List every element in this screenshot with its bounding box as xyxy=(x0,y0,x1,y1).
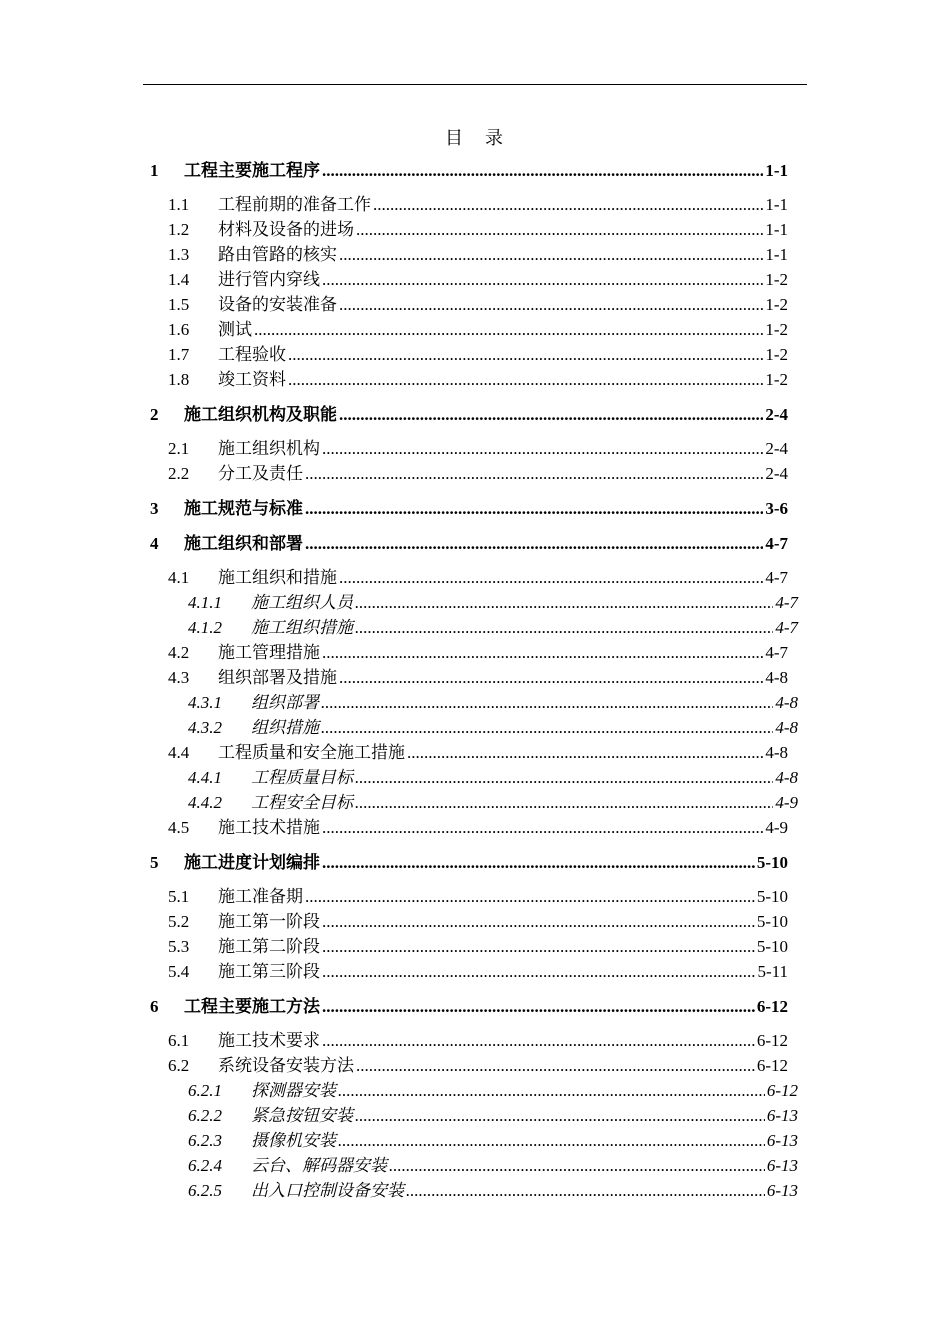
toc-entry[interactable] xyxy=(188,1155,798,1177)
toc-entry[interactable] xyxy=(150,160,788,182)
toc-dot-leader xyxy=(322,817,763,839)
toc-entry-page: 4-7 xyxy=(775,618,798,637)
toc-entry-page: 5-11 xyxy=(757,962,788,981)
toc-entry-number: 5.1 xyxy=(168,887,190,906)
toc-entry-number: 6.2 xyxy=(168,1056,190,1075)
toc-entry-page: 4-8 xyxy=(775,768,798,787)
toc-entry[interactable] xyxy=(150,498,788,520)
toc-entry-page: 4-7 xyxy=(775,593,798,612)
toc-entry-title: 施工组织机构 xyxy=(218,439,320,458)
toc-entry[interactable] xyxy=(188,617,798,639)
toc-entry-page: 6-12 xyxy=(756,997,788,1016)
toc-entry-page: 6-12 xyxy=(756,1031,788,1050)
toc-entry-number: 5.4 xyxy=(168,962,190,981)
toc-dot-leader xyxy=(355,767,773,789)
toc-entry-page: 4-8 xyxy=(765,668,788,687)
toc-dot-leader xyxy=(339,404,763,426)
toc-entry[interactable] xyxy=(168,344,788,366)
toc-entry[interactable] xyxy=(150,852,788,874)
toc-dot-leader xyxy=(355,592,773,614)
toc-entry-page: 6-13 xyxy=(766,1106,798,1125)
toc-entry-number: 6.1 xyxy=(168,1031,190,1050)
toc-entry[interactable] xyxy=(168,642,788,664)
toc-entry[interactable] xyxy=(150,533,788,555)
toc-dot-leader xyxy=(322,160,763,182)
toc-entry[interactable] xyxy=(168,667,788,689)
toc-entry-number: 4.1.1 xyxy=(188,593,222,612)
toc-title: 目 录 xyxy=(445,128,505,148)
toc-entry-number: 1.4 xyxy=(168,270,190,289)
toc-entry-number: 1.5 xyxy=(168,295,190,314)
toc-entry-page: 4-7 xyxy=(765,568,788,587)
toc-entry-page: 4-8 xyxy=(775,718,798,737)
toc-entry-number: 4.2 xyxy=(168,643,190,662)
toc-entry-page: 4-7 xyxy=(765,534,788,553)
toc-dot-leader xyxy=(305,533,763,555)
toc-entry-title: 探测器安装 xyxy=(251,1081,336,1100)
toc-entry-title: 组织措施 xyxy=(251,718,319,737)
toc-dot-leader xyxy=(339,667,763,689)
toc-entry-number: 4.3 xyxy=(168,668,190,687)
toc-entry-page: 1-1 xyxy=(765,220,788,239)
toc-entry[interactable] xyxy=(168,742,788,764)
toc-dot-leader xyxy=(305,498,763,520)
toc-entry-number: 6.2.2 xyxy=(188,1106,222,1125)
toc-entry-number: 2.1 xyxy=(168,439,190,458)
toc-entry-number: 1.6 xyxy=(168,320,190,339)
toc-dot-leader xyxy=(355,792,773,814)
toc-dot-leader xyxy=(373,194,763,216)
toc-entry[interactable] xyxy=(168,567,788,589)
toc-entry[interactable] xyxy=(168,911,788,933)
toc-dot-leader xyxy=(355,617,773,639)
toc-entry[interactable] xyxy=(188,692,798,714)
toc-entry-page: 4-9 xyxy=(775,793,798,812)
toc-dot-leader xyxy=(322,996,755,1018)
toc-entry-title: 工程质量目标 xyxy=(251,768,353,787)
toc-entry-number: 1.8 xyxy=(168,370,190,389)
toc-dot-leader xyxy=(322,911,755,933)
toc-entry-number: 1 xyxy=(150,161,159,180)
toc-dot-leader xyxy=(338,1080,765,1102)
toc-entry-number: 6 xyxy=(150,997,159,1016)
toc-entry[interactable] xyxy=(188,717,798,739)
toc-entry-number: 6.2.4 xyxy=(188,1156,222,1175)
toc-entry-number: 4.3.1 xyxy=(188,693,222,712)
toc-entry-title: 施工组织措施 xyxy=(251,618,353,637)
toc-dot-leader xyxy=(254,319,763,341)
toc-entry-number: 1.1 xyxy=(168,195,190,214)
toc-entry-number: 4.4.1 xyxy=(188,768,222,787)
toc-entry[interactable] xyxy=(188,592,798,614)
toc-entry-title: 施工第二阶段 xyxy=(218,937,320,956)
toc-entry-number: 6.2.5 xyxy=(188,1181,222,1200)
toc-dot-leader xyxy=(321,717,773,739)
toc-entry[interactable] xyxy=(188,1105,798,1127)
toc-entry-page: 5-10 xyxy=(756,912,788,931)
toc-entry-number: 1.3 xyxy=(168,245,190,264)
toc-dot-leader xyxy=(355,1105,765,1127)
toc-dot-leader xyxy=(322,438,763,460)
toc-entry-title: 组织部署 xyxy=(251,693,319,712)
toc-entry-number: 2 xyxy=(150,405,159,424)
toc-entry-title: 施工管理措施 xyxy=(218,643,320,662)
toc-entry-page: 1-2 xyxy=(765,270,788,289)
toc-entry-title: 施工组织机构及职能 xyxy=(184,405,337,424)
toc-entry-page: 2-4 xyxy=(765,464,788,483)
toc-entry-page: 1-1 xyxy=(765,245,788,264)
toc-entry[interactable] xyxy=(168,369,788,391)
toc-entry[interactable] xyxy=(150,996,788,1018)
toc-dot-leader xyxy=(322,961,755,983)
toc-entry-number: 4.4 xyxy=(168,743,190,762)
toc-entry-page: 4-7 xyxy=(765,643,788,662)
toc-entry[interactable] xyxy=(168,194,788,216)
toc-dot-leader xyxy=(305,463,763,485)
toc-dot-leader xyxy=(288,369,763,391)
toc-entry-number: 1.2 xyxy=(168,220,190,239)
toc-entry-title: 路由管路的核实 xyxy=(218,245,337,264)
toc-entry-title: 组织部署及措施 xyxy=(218,668,337,687)
toc-entry-title: 施工组织和部署 xyxy=(184,534,303,553)
toc-dot-leader xyxy=(322,269,763,291)
toc-entry[interactable] xyxy=(188,767,798,789)
toc-entry-page: 3-6 xyxy=(765,499,788,518)
toc-dot-leader xyxy=(406,1180,765,1202)
toc-entry-number: 4.1.2 xyxy=(188,618,222,637)
toc-entry-page: 6-12 xyxy=(766,1081,798,1100)
toc-dot-leader xyxy=(322,642,763,664)
toc-dot-leader xyxy=(338,1130,765,1152)
toc-entry-page: 1-1 xyxy=(765,161,788,180)
toc-entry-number: 4.5 xyxy=(168,818,190,837)
toc-entry[interactable] xyxy=(168,294,788,316)
toc-entry-page: 6-13 xyxy=(766,1131,798,1150)
toc-entry-title: 工程主要施工方法 xyxy=(184,997,320,1016)
toc-entry-page: 6-13 xyxy=(766,1156,798,1175)
toc-dot-leader xyxy=(339,567,763,589)
toc-entry-number: 4 xyxy=(150,534,159,553)
toc-dot-leader xyxy=(339,294,763,316)
toc-entry-title: 紧急按钮安装 xyxy=(251,1106,353,1125)
toc-entry-page: 4-8 xyxy=(765,743,788,762)
toc-entry-number: 3 xyxy=(150,499,159,518)
toc-entry-title: 竣工资料 xyxy=(218,370,286,389)
toc-dot-leader xyxy=(321,692,773,714)
toc-entry-title: 工程安全目标 xyxy=(251,793,353,812)
toc-dot-leader xyxy=(322,936,755,958)
toc-entry-title: 施工第一阶段 xyxy=(218,912,320,931)
toc-entry[interactable] xyxy=(168,269,788,291)
toc-entry-number: 5.3 xyxy=(168,937,190,956)
toc-entry-page: 2-4 xyxy=(765,439,788,458)
toc-entry-title: 施工准备期 xyxy=(218,887,303,906)
toc-entry-title: 摄像机安装 xyxy=(251,1131,336,1150)
toc-entry-page: 1-2 xyxy=(765,345,788,364)
toc-entry-number: 4.4.2 xyxy=(188,793,222,812)
toc-entry-number: 2.2 xyxy=(168,464,190,483)
toc-entry-title: 施工技术措施 xyxy=(218,818,320,837)
toc-entry[interactable] xyxy=(188,792,798,814)
toc-entry-number: 6.2.3 xyxy=(188,1131,222,1150)
toc-entry-page: 5-10 xyxy=(756,937,788,956)
toc-entry[interactable] xyxy=(188,1130,798,1152)
toc-entry-page: 1-1 xyxy=(765,195,788,214)
toc-entry-title: 施工技术要求 xyxy=(218,1031,320,1050)
toc-entry[interactable] xyxy=(168,936,788,958)
toc-entry-number: 1.7 xyxy=(168,345,190,364)
toc-entry[interactable] xyxy=(168,886,788,908)
toc-entry-title: 施工进度计划编排 xyxy=(184,853,320,872)
toc-entry-page: 1-2 xyxy=(765,320,788,339)
toc-entry-page: 4-9 xyxy=(765,818,788,837)
toc-entry[interactable] xyxy=(168,438,788,460)
toc-entry-number: 6.2.1 xyxy=(188,1081,222,1100)
toc-entry-title: 系统设备安装方法 xyxy=(218,1056,354,1075)
toc-dot-leader xyxy=(356,219,763,241)
toc-dot-leader xyxy=(288,344,763,366)
toc-entry-title: 施工第三阶段 xyxy=(218,962,320,981)
toc-entry-title: 工程质量和安全施工措施 xyxy=(218,743,405,762)
toc-dot-leader xyxy=(305,886,755,908)
toc-entry-title: 进行管内穿线 xyxy=(218,270,320,289)
toc-entry-page: 5-10 xyxy=(756,887,788,906)
toc-entry-title: 分工及责任 xyxy=(218,464,303,483)
toc-dot-leader xyxy=(339,244,763,266)
toc-entry-title: 工程主要施工程序 xyxy=(184,161,320,180)
toc-entry[interactable] xyxy=(168,817,788,839)
toc-entry[interactable] xyxy=(150,404,788,426)
toc-entry-title: 云台、解码器安装 xyxy=(251,1156,387,1175)
toc-entry-page: 1-2 xyxy=(765,370,788,389)
toc-entry[interactable] xyxy=(168,319,788,341)
toc-entry-page: 5-10 xyxy=(756,853,788,872)
toc-entry-title: 施工组织和措施 xyxy=(218,568,337,587)
toc-entry[interactable] xyxy=(168,463,788,485)
toc-dot-leader xyxy=(389,1155,765,1177)
toc-entry-number: 4.3.2 xyxy=(188,718,222,737)
toc-entry-page: 6-13 xyxy=(766,1181,798,1200)
toc-entry-title: 工程验收 xyxy=(218,345,286,364)
toc-entry-page: 4-8 xyxy=(775,693,798,712)
toc-dot-leader xyxy=(322,1030,755,1052)
toc-entry[interactable] xyxy=(168,1055,788,1077)
toc-entry-title: 出入口控制设备安装 xyxy=(251,1181,404,1200)
toc-entry[interactable] xyxy=(168,219,788,241)
toc-dot-leader xyxy=(322,852,755,874)
toc-entry-title: 工程前期的准备工作 xyxy=(218,195,371,214)
toc-dot-leader xyxy=(356,1055,755,1077)
toc-entry-page: 6-12 xyxy=(756,1056,788,1075)
toc-entry-page: 2-4 xyxy=(765,405,788,424)
toc-entry[interactable] xyxy=(188,1180,798,1202)
toc-entry-title: 设备的安装准备 xyxy=(218,295,337,314)
toc-entry-title: 测试 xyxy=(218,320,252,339)
toc-entry[interactable] xyxy=(168,244,788,266)
toc-entry-number: 4.1 xyxy=(168,568,190,587)
toc-entry[interactable] xyxy=(168,961,788,983)
toc-entry-page: 1-2 xyxy=(765,295,788,314)
toc-entry[interactable] xyxy=(188,1080,798,1102)
toc-entry-title: 材料及设备的进场 xyxy=(218,220,354,239)
toc-dot-leader xyxy=(407,742,763,764)
toc-entry[interactable] xyxy=(168,1030,788,1052)
toc-entry-number: 5 xyxy=(150,853,159,872)
toc-entry-number: 5.2 xyxy=(168,912,190,931)
toc-entry-title: 施工组织人员 xyxy=(251,593,353,612)
toc-entry-title: 施工规范与标准 xyxy=(184,499,303,518)
